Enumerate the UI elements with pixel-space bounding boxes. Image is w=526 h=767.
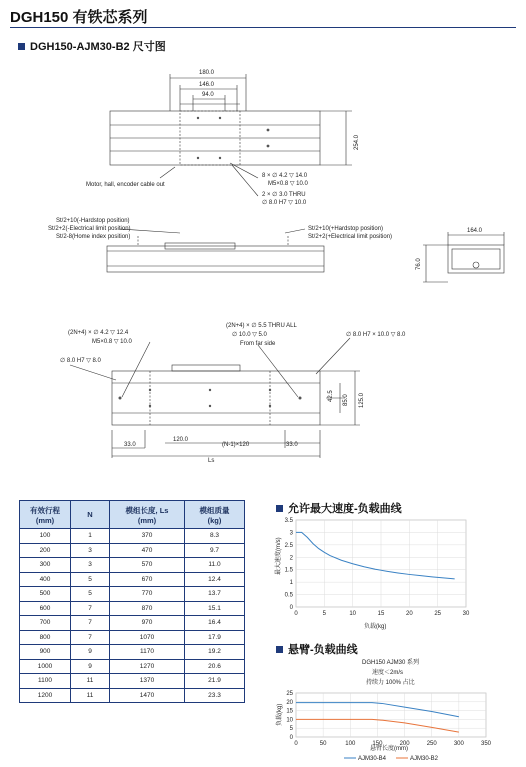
bullet-square-icon xyxy=(276,505,283,512)
dim-n-120: (N-1)×120 xyxy=(222,442,250,448)
table-cell: 1270 xyxy=(110,659,185,674)
side-right-note-2: St/2+2(+Electrical limit position) xyxy=(308,234,393,240)
table-cell: 7 xyxy=(71,601,110,616)
x-tick-label: 50 xyxy=(319,741,327,747)
cantilever-chart-xlabel: 悬臂长度(mm) xyxy=(370,746,408,752)
table-cell: 15.1 xyxy=(185,601,245,616)
y-tick-label: 0 xyxy=(289,605,293,611)
dim-180: 180.0 xyxy=(199,70,215,76)
y-tick-label: 0.5 xyxy=(284,592,293,599)
table-cell: 1 xyxy=(71,529,110,544)
header-mass: 模组质量 (kg) xyxy=(185,501,245,529)
table-row xyxy=(20,659,245,674)
cantilever-chart-title: 悬臂-负载曲线 xyxy=(288,644,358,656)
table-cell: 11 xyxy=(71,688,110,703)
table-cell: 1470 xyxy=(110,688,185,703)
series-line-1 xyxy=(296,703,459,717)
table-row xyxy=(20,572,245,587)
y-tick-label: 2.5 xyxy=(284,542,293,549)
table-cell: 5 xyxy=(71,587,110,602)
y-tick-label: 5 xyxy=(289,726,293,733)
table-row xyxy=(20,616,245,631)
table-cell: 9 xyxy=(71,645,110,660)
table-cell: 400 xyxy=(20,572,71,587)
table-row xyxy=(20,688,245,703)
y-tick-label: 0 xyxy=(289,735,293,741)
table-row xyxy=(20,645,245,660)
bottom-note-1: (2N+4) × ∅ 4.2 ▽ 12.4 xyxy=(68,330,129,336)
table-cell: 200 xyxy=(20,543,71,558)
cantilever-subtitle-1: DGH150 AJM30 系列 xyxy=(362,660,420,666)
cantilever-chart-ylabel: 负载(kg) xyxy=(277,703,283,726)
dim-120: 120.0 xyxy=(173,437,189,443)
dimension-heading-label: DGH150-AJM30-B2 尺寸图 xyxy=(30,41,166,53)
dim-ls: Ls xyxy=(208,458,215,464)
x-tick-label: 15 xyxy=(377,611,385,617)
thru-note-1: 2 × ∅ 3.0 THRU xyxy=(262,192,306,198)
table-cell: 370 xyxy=(110,529,185,544)
y-tick-label: 10 xyxy=(286,717,293,724)
y-tick-label: 3 xyxy=(289,530,293,537)
table-cell: 100 xyxy=(20,529,71,544)
x-tick-label: 300 xyxy=(453,741,464,747)
table-cell: 12.4 xyxy=(185,572,245,587)
header-n: N xyxy=(71,501,110,529)
cantilever-chart-heading xyxy=(276,641,358,657)
speed-chart-heading xyxy=(276,500,402,516)
table-cell: 16.4 xyxy=(185,616,245,631)
y-tick-label: 20 xyxy=(286,699,293,706)
x-tick-label: 30 xyxy=(462,611,470,617)
y-tick-label: 1.5 xyxy=(284,567,293,574)
table-cell: 870 xyxy=(110,601,185,616)
side-right-note-1: St/2+10(+Hardstop position) xyxy=(308,226,384,232)
bullet-square-icon xyxy=(276,646,283,653)
table-cell: 970 xyxy=(110,616,185,631)
x-tick-label: 250 xyxy=(426,741,437,747)
hole-note-1: 8 × ∅ 4.2 ▽ 14.0 xyxy=(262,173,308,179)
table-row xyxy=(20,601,245,616)
table-cell: 570 xyxy=(110,558,185,573)
table-cell: 3 xyxy=(71,543,110,558)
x-tick-label: 100 xyxy=(345,741,356,747)
table-cell: 670 xyxy=(110,572,185,587)
plot-frame xyxy=(296,520,466,607)
table-row xyxy=(20,529,245,544)
table-cell: 23.3 xyxy=(185,688,245,703)
table-row xyxy=(20,558,245,573)
bottom-note-4: ∅ 10.0 ▽ 5.0 xyxy=(232,332,267,338)
x-tick-label: 0 xyxy=(294,741,298,747)
table-cell: 21.9 xyxy=(185,674,245,689)
plot-frame xyxy=(296,693,486,737)
x-tick-label: 350 xyxy=(480,741,492,747)
header-length: 模组长度, Ls (mm) xyxy=(110,501,185,529)
table-cell: 20.6 xyxy=(185,659,245,674)
speed-chart-xlabel: 负载(kg) xyxy=(364,624,387,630)
speed-chart-ylabel: 最大速度(m/s) xyxy=(276,537,282,575)
table-cell: 770 xyxy=(110,587,185,602)
header-stroke: 有效行程 (mm) xyxy=(20,501,71,529)
table-cell: 11 xyxy=(71,674,110,689)
table-cell: 1170 xyxy=(110,645,185,660)
table-cell: 19.2 xyxy=(185,645,245,660)
side-left-note-2: St/2+2(-Electrical limit position) xyxy=(48,226,131,232)
x-tick-label: 150 xyxy=(372,741,383,747)
dim-94: 94.0 xyxy=(202,92,214,98)
table-cell: 1370 xyxy=(110,674,185,689)
cantilever-subtitle-3: 持续力 100% 占比 xyxy=(366,680,415,686)
y-tick-label: 3.5 xyxy=(284,518,293,524)
table-row xyxy=(20,630,245,645)
spec-table xyxy=(19,500,245,703)
end-height-dim: 76.0 xyxy=(416,258,422,270)
y-tick-label: 2 xyxy=(289,555,293,562)
table-cell: 13.7 xyxy=(185,587,245,602)
table-cell: 800 xyxy=(20,630,71,645)
x-tick-label: 0 xyxy=(294,611,298,617)
x-tick-label: 25 xyxy=(434,611,442,617)
series-line-1 xyxy=(296,532,455,578)
y-tick-label: 15 xyxy=(286,708,293,715)
end-width-dim: 164.0 xyxy=(467,228,483,234)
side-left-note-3: St/2-8(Home index position) xyxy=(56,234,131,240)
dim-125: 125.0 xyxy=(359,392,365,408)
table-cell: 7 xyxy=(71,616,110,631)
x-tick-label: 10 xyxy=(349,611,357,617)
x-tick-label: 200 xyxy=(399,741,410,747)
table-cell: 3 xyxy=(71,558,110,573)
thru-note-2: ∅ 8.0 H7 ▽ 10.0 xyxy=(262,200,307,206)
x-tick-label: 5 xyxy=(322,611,327,617)
table-cell: 17.9 xyxy=(185,630,245,645)
table-row xyxy=(20,674,245,689)
table-cell: 500 xyxy=(20,587,71,602)
table-row xyxy=(20,587,245,602)
table-cell: 470 xyxy=(110,543,185,558)
table-cell: 1200 xyxy=(20,688,71,703)
hole-note-2: M5×0.8 ▽ 10.0 xyxy=(268,181,308,187)
cable-note: Motor, hall, encoder cable out xyxy=(86,182,165,188)
table-cell: 1100 xyxy=(20,674,71,689)
cantilever-subtitle-2: 速度＜2m/s xyxy=(372,670,404,676)
table-cell: 7 xyxy=(71,630,110,645)
y-tick-label: 25 xyxy=(286,691,293,697)
table-cell: 700 xyxy=(20,616,71,631)
bottom-note-5: From far side xyxy=(240,341,276,347)
table-cell: 8.3 xyxy=(185,529,245,544)
speed-chart-title: 允许最大速度-负载曲线 xyxy=(288,503,402,515)
table-cell: 1070 xyxy=(110,630,185,645)
pin-right-note: ∅ 8.0 H7 × 10.0 ▽ 8.0 xyxy=(346,332,406,338)
table-cell: 5 xyxy=(71,572,110,587)
table-cell: 9.7 xyxy=(185,543,245,558)
table-header-row xyxy=(20,501,245,529)
bottom-note-2: M5×0.8 ▽ 10.0 xyxy=(92,339,132,345)
dim-85: 85.0 xyxy=(343,394,349,406)
dim-33-left: 33.0 xyxy=(124,442,136,448)
legend-label: AJM30-B2 xyxy=(410,756,439,762)
table-body xyxy=(20,529,245,703)
table-cell: 600 xyxy=(20,601,71,616)
legend-label: AJM30-B4 xyxy=(358,756,387,762)
table-cell: 1000 xyxy=(20,659,71,674)
x-tick-label: 20 xyxy=(405,611,413,617)
table-cell: 900 xyxy=(20,645,71,660)
dim-254: 254.0 xyxy=(354,134,360,150)
dim-146: 146.0 xyxy=(199,82,215,88)
table-cell: 300 xyxy=(20,558,71,573)
pin-left-note: ∅ 8.0 H7 ▽ 8.0 xyxy=(60,358,101,364)
bottom-note-3: (2N+4) × ∅ 5.5 THRU ALL xyxy=(226,323,297,329)
y-tick-label: 1 xyxy=(289,580,293,587)
side-left-note-1: St/2+10(-Hardstop position) xyxy=(56,218,130,224)
series-line-2 xyxy=(296,719,459,732)
table-cell: 9 xyxy=(71,659,110,674)
dim-33-right: 33.0 xyxy=(286,442,298,448)
table-cell: 11.0 xyxy=(185,558,245,573)
page-title: DGH150 有铁芯系列 xyxy=(10,9,148,26)
dim-42-5: 42.5 xyxy=(328,390,334,402)
table-row xyxy=(20,543,245,558)
